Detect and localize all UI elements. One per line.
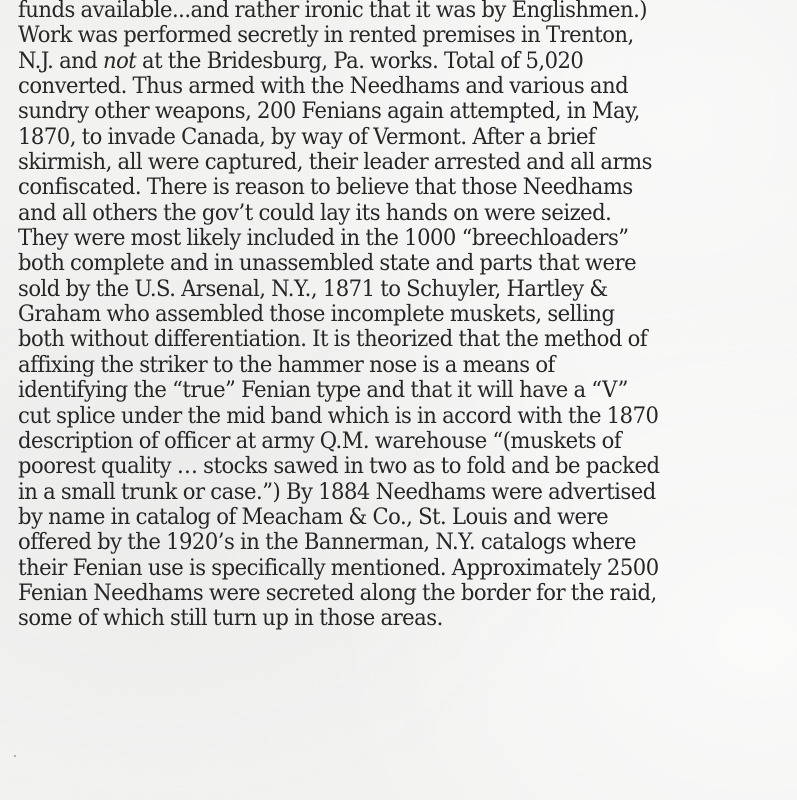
text-line-9: and all others the gov’t could lay its hands on were seized. (18, 199, 612, 226)
italic-emphasis: not (102, 47, 137, 74)
text-line-18: description of officer at army Q.M. warehouse “(muskets of (18, 427, 622, 454)
text-line-6: 1870, to invade Canada, by way of Vermont. After a brief (18, 123, 596, 150)
text-line-3 (18, 49, 747, 74)
text-line-12: sold by the U.S. Arsenal, N.Y., 1871 to Schuyler, Hartley & (18, 275, 608, 302)
scan-speck (14, 755, 16, 757)
text-line-7: skirmish, all were captured, their leader arrested and all arms (18, 149, 652, 176)
text-line-13: Graham who assembled those incomplete muskets, selling (18, 301, 615, 328)
text-line-24: Fenian Needhams were secreted along the border for the raid, (18, 579, 657, 606)
text-run: at the Bridesburg, Pa. works. Total of 5,020 (136, 47, 584, 74)
text-line-2: Work was performed secretly in rented premises in Trenton, (18, 22, 634, 49)
text-line-21: by name in catalog of Meacham & Co., St. Louis and were (18, 503, 609, 530)
text-line-4: converted. Thus armed with the Needhams and various and (18, 73, 629, 100)
text-line-25: some of which still turn up in those areas. (18, 605, 443, 632)
text-line-19: poorest quality … stocks sawed in two as to fold and be packed (18, 453, 660, 480)
text-line-1: funds available...and rather ironic that it was by Englishmen.) (18, 0, 648, 23)
text-line-11: both complete and in unassembled state and parts that were (18, 250, 637, 277)
text-line-15: affixing the striker to the hammer nose is a means of (18, 351, 555, 378)
text-line-20: in a small trunk or case.”) By 1884 Needhams were advertised (18, 478, 656, 505)
text-line-16: identifying the “true” Fenian type and that it will have a “V” (18, 377, 628, 404)
text-line-23: their Fenian use is specifically mentioned. Approximately 2500 (18, 554, 659, 581)
text-line-22: offered by the 1920’s in the Bannerman, N.Y. catalogs where (18, 529, 637, 556)
document-body (18, 0, 797, 632)
text-line-10: They were most likely included in the 1000 “breechloaders” (18, 225, 629, 252)
text-line-17: cut splice under the mid band which is in accord with the 1870 (18, 402, 659, 429)
text-line-8: confiscated. There is reason to believe that those Needhams (18, 174, 633, 201)
text-run: N.J. and (18, 47, 103, 74)
text-line-5: sundry other weapons, 200 Fenians again attempted, in May, (18, 98, 640, 125)
text-line-14: both without differentiation. It is theorized that the method of (18, 326, 648, 353)
